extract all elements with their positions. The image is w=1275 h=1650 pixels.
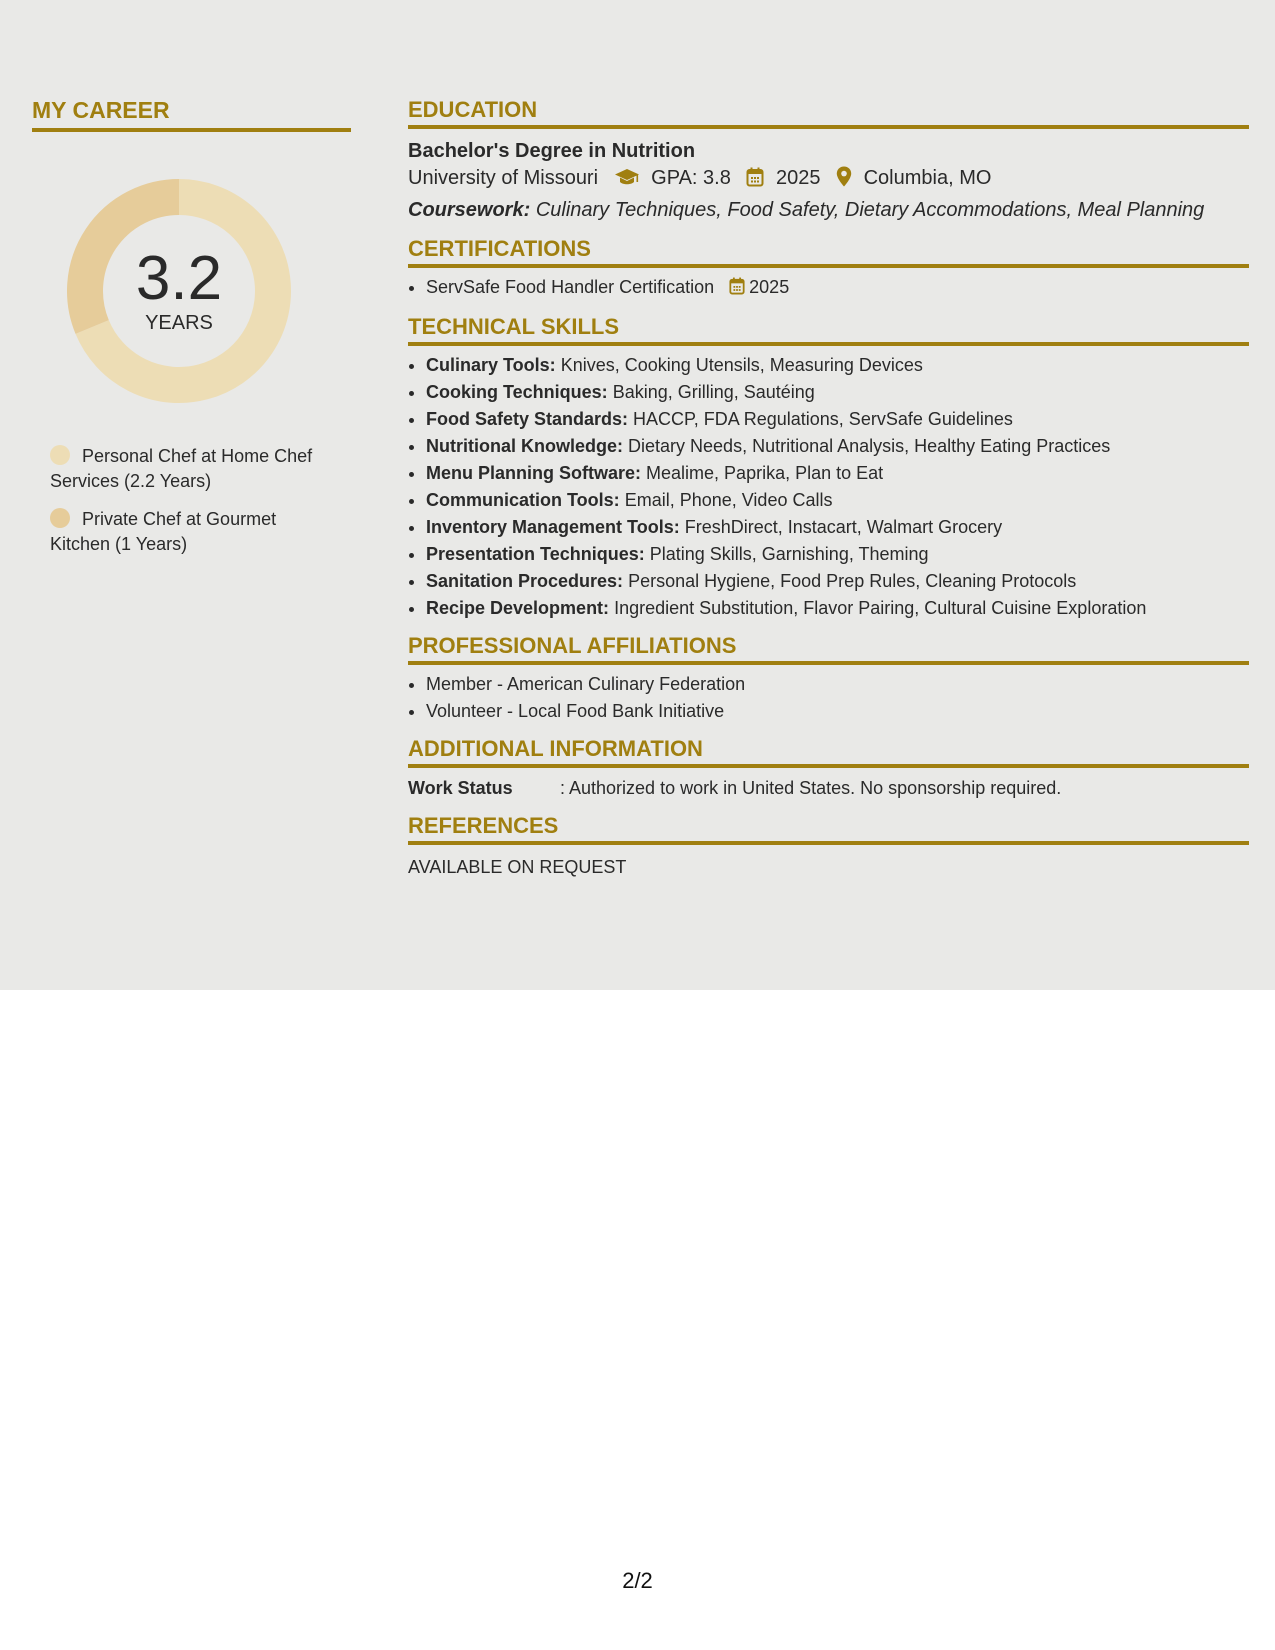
skill-item [426,379,1249,406]
additional-info-title: ADDITIONAL INFORMATION [408,735,1249,768]
skills-section [408,313,1249,622]
skill-item [426,595,1249,622]
skill-item [426,541,1249,568]
total-years-unit: YEARS [145,312,213,334]
skill-value: FreshDirect, Instacart, Walmart Grocery [684,517,1003,537]
skill-value: Mealime, Paprika, Plan to Eat [646,463,884,483]
skill-label: Presentation Techniques: [426,544,645,564]
skill-label: Menu Planning Software: [426,463,642,483]
certification-item [426,274,1249,303]
skill-label: Sanitation Procedures: [426,571,624,591]
references-section [408,812,1249,881]
coursework-list: Culinary Techniques, Food Safety, Dietary Accommodations, Meal Planning [535,199,1205,221]
career-sidebar [32,96,351,570]
main-content [408,96,1249,891]
skill-value: HACCP, FDA Regulations, ServSafe Guidelines [633,409,1013,429]
certification-year: 2025 [749,277,790,297]
additional-info-section [408,735,1249,802]
work-status-row [408,774,1249,802]
graduation-year: 2025 [775,167,821,189]
skill-item [426,460,1249,487]
skill-label: Food Safety Standards: [426,409,629,429]
donut-center [64,176,294,406]
skill-label: Culinary Tools: [426,355,556,375]
legend-item [50,444,340,494]
career-title: MY CAREER [32,96,351,132]
skill-item [426,568,1249,595]
skill-label: Cooking Techniques: [426,382,608,402]
skill-item [426,406,1249,433]
work-status-value: : Authorized to work in United States. No sponsorship required. [560,778,1062,798]
skill-item [426,352,1249,379]
skill-item [426,487,1249,514]
work-status-label: Work Status [408,778,513,798]
gpa: GPA: 3.8 [651,167,731,189]
calendar-icon [729,276,745,303]
legend-dot-icon [50,445,70,465]
skill-value: Personal Hygiene, Food Prep Rules, Cleaning Protocols [628,571,1077,591]
education-title: EDUCATION [408,96,1249,129]
legend-item [50,507,340,557]
affiliation-item: • Member - American Culinary Federation [426,671,1249,698]
school-name: University of Missouri [408,167,599,189]
education-section [408,96,1249,225]
legend-label: Personal Chef at Home Chef Services (2.2 Years) [50,446,313,491]
skill-label: Nutritional Knowledge: [426,436,623,456]
skills-list [408,352,1249,622]
graduation-cap-icon [614,167,640,196]
career-legend [50,444,340,557]
certifications-section [408,235,1249,303]
location-pin-icon [836,166,852,196]
career-donut-chart [64,176,294,406]
coursework [408,196,1249,225]
skills-title: TECHNICAL SKILLS [408,313,1249,346]
skill-value: Plating Skills, Garnishing, Theming [649,544,929,564]
skill-item [426,433,1249,460]
skill-value: Email, Phone, Video Calls [624,490,833,510]
total-years-value: 3.2 [135,244,223,313]
skill-value: Ingredient Substitution, Flavor Pairing, Cultural Cuisine Exploration [614,598,1147,618]
calendar-icon [746,167,764,196]
legend-dot-icon [50,508,70,528]
skill-value: Dietary Needs, Nutritional Analysis, Healthy Eating Practices [628,436,1111,456]
references-title: REFERENCES [408,812,1249,845]
degree-name: Bachelor's Degree in Nutrition [408,140,696,162]
certification-name: ServSafe Food Handler Certification [426,277,715,297]
affiliations-list [408,671,1249,725]
legend-label: Private Chef at Gourmet Kitchen (1 Years) [50,509,277,554]
affiliations-title: PROFESSIONAL AFFILIATIONS [408,632,1249,665]
skill-label: Communication Tools: [426,490,620,510]
certifications-list [408,274,1249,303]
skill-item [426,514,1249,541]
certifications-title: CERTIFICATIONS [408,235,1249,268]
skill-value: Knives, Cooking Utensils, Measuring Devices [560,355,923,375]
skill-label: Inventory Management Tools: [426,517,680,537]
education-meta [408,164,1249,196]
skill-label: Recipe Development: [426,598,610,618]
coursework-label: Coursework: [408,199,531,221]
school-location: Columbia, MO [863,167,992,189]
affiliations-section [408,632,1249,725]
page-number: 2/2 [622,1568,653,1593]
references-text: AVAILABLE ON REQUEST [408,857,627,877]
skill-value: Baking, Grilling, Sautéing [612,382,815,402]
affiliation-item: • Volunteer - Local Food Bank Initiative [426,698,1249,725]
